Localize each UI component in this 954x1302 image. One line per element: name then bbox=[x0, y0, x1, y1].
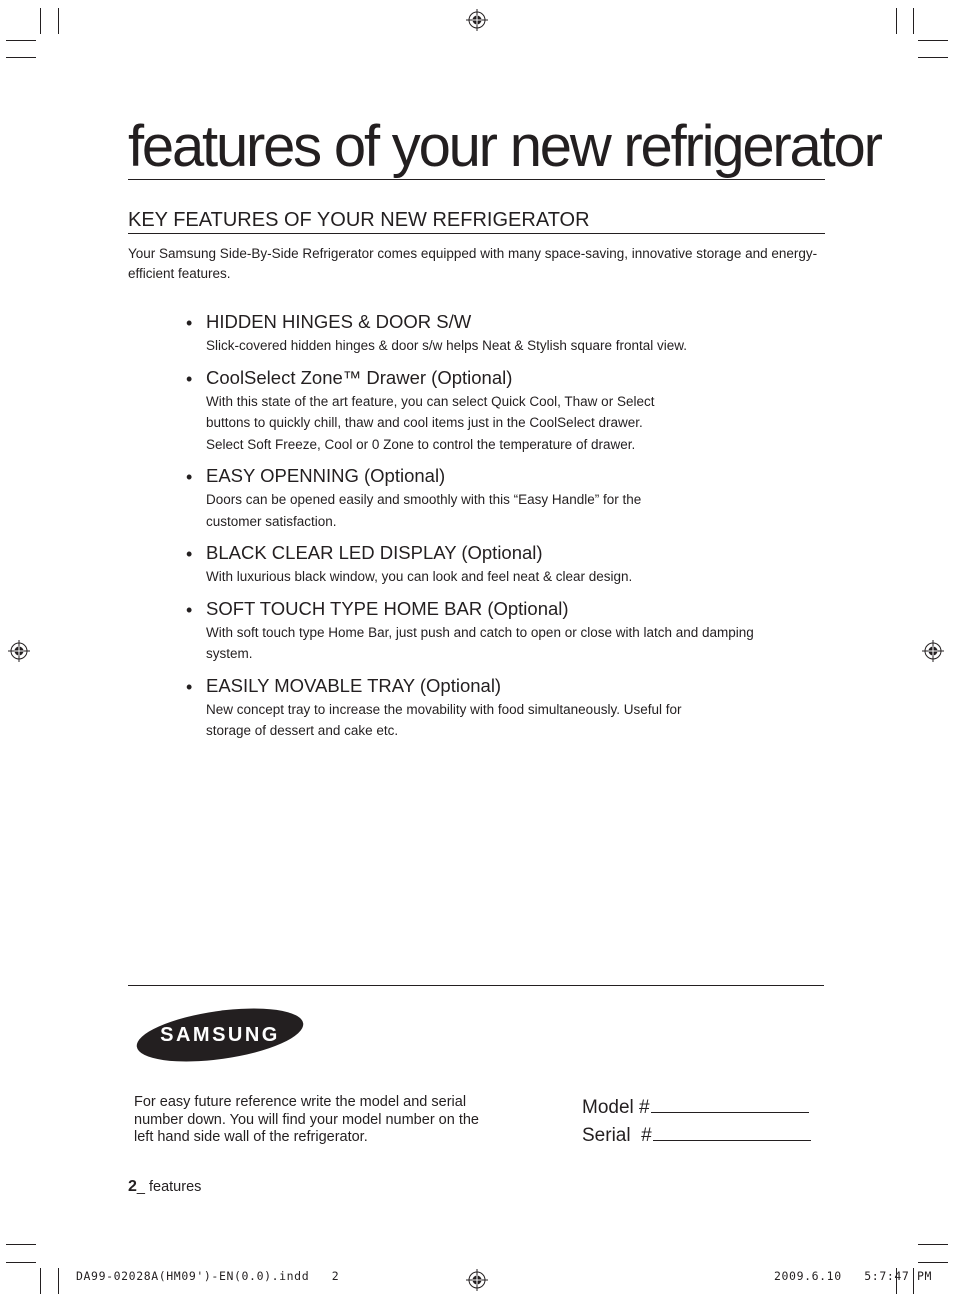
intro-paragraph: Your Samsung Side-By-Side Refrigerator comes equipped with many space-saving, innovative storage and energy-efficient features. bbox=[128, 246, 818, 281]
serial-number-row bbox=[582, 1122, 811, 1147]
feature-title: BLACK CLEAR LED DISPLAY (Optional) bbox=[206, 542, 543, 563]
bullet: • bbox=[186, 599, 193, 620]
bullet: • bbox=[186, 313, 193, 333]
bullet: • bbox=[186, 368, 193, 389]
crop-mark bbox=[896, 8, 897, 34]
feature-list bbox=[186, 309, 826, 750]
bullet: • bbox=[186, 544, 193, 564]
model-number-row bbox=[582, 1094, 809, 1119]
feature-description: With soft touch type Home Bar, just push and catch to open or close with latch and damping system. bbox=[206, 624, 754, 661]
crop-mark bbox=[918, 1244, 948, 1245]
registration-mark-icon bbox=[466, 1269, 488, 1291]
list-item bbox=[186, 673, 826, 742]
crop-mark bbox=[918, 1262, 948, 1263]
list-item bbox=[186, 463, 826, 532]
crop-mark bbox=[40, 1268, 41, 1294]
footer-section: features bbox=[149, 1179, 202, 1195]
crop-mark bbox=[6, 57, 36, 58]
feature-title: SOFT TOUCH TYPE HOME BAR (Optional) bbox=[206, 597, 569, 619]
crop-mark bbox=[58, 8, 59, 34]
registration-mark-icon bbox=[466, 9, 488, 31]
reference-note: For easy future reference write the model and serial number down. You will find your model number on the left hand side wall of the refrigerator. bbox=[134, 1094, 479, 1145]
crop-mark bbox=[58, 1268, 59, 1294]
divider bbox=[128, 985, 824, 986]
serial-label: Serial # bbox=[582, 1125, 652, 1146]
slug-datetime: 2009.6.10 5:7:47 PM bbox=[774, 1269, 932, 1283]
crop-mark bbox=[6, 1244, 36, 1245]
crop-mark bbox=[6, 1262, 36, 1263]
feature-title: CoolSelect Zone™ Drawer (Optional) bbox=[206, 366, 513, 388]
crop-mark bbox=[6, 40, 36, 41]
crop-mark bbox=[918, 57, 948, 58]
bullet: • bbox=[186, 467, 193, 487]
list-item bbox=[186, 365, 826, 456]
crop-mark bbox=[918, 40, 948, 41]
feature-description: With luxurious black window, you can look and feel neat & clear design. bbox=[206, 569, 633, 584]
serial-number-blank[interactable] bbox=[653, 1122, 811, 1141]
page-number: 2 bbox=[128, 1178, 137, 1195]
feature-description: With this state of the art feature, you can select Quick Cool, Thaw or Select buttons to quickly chill, thaw and cool items just in the CoolSelect drawer. Select Soft Freeze, Cool or 0 Zone to control the temperature of drawer. bbox=[206, 393, 655, 452]
list-item bbox=[186, 309, 826, 357]
feature-title: HIDDEN HINGES & DOOR S/W bbox=[206, 311, 472, 332]
model-label: Model # bbox=[582, 1097, 650, 1118]
registration-mark-icon bbox=[8, 640, 30, 662]
page-separator: _ bbox=[136, 1179, 149, 1195]
crop-mark bbox=[913, 8, 914, 34]
feature-description: New concept tray to increase the movability with food simultaneously. Useful for storage of dessert and cake etc. bbox=[206, 701, 682, 738]
page-title: features of your new refrigerator bbox=[128, 114, 881, 179]
samsung-logo-icon bbox=[136, 1006, 304, 1064]
slug-filename: DA99-02028A(HM09')-EN(0.0).indd 2 bbox=[76, 1269, 340, 1283]
list-item bbox=[186, 596, 826, 665]
feature-description: Doors can be opened easily and smoothly with this “Easy Handle” for the customer satisfaction. bbox=[206, 492, 642, 529]
registration-mark-icon bbox=[922, 640, 944, 662]
feature-description: Slick-covered hidden hinges & door s/w helps Neat & Stylish square frontal view. bbox=[206, 338, 687, 353]
bullet: • bbox=[186, 676, 193, 697]
model-number-blank[interactable] bbox=[651, 1094, 809, 1113]
feature-title: EASY OPENNING (Optional) bbox=[206, 465, 446, 486]
page-footer bbox=[128, 1178, 201, 1196]
logo-text: SAMSUNG bbox=[160, 1024, 280, 1046]
section-title: KEY FEATURES OF YOUR NEW REFRIGERATOR bbox=[128, 208, 825, 234]
crop-mark bbox=[40, 8, 41, 34]
feature-title: EASILY MOVABLE TRAY (Optional) bbox=[206, 674, 502, 696]
list-item bbox=[186, 540, 826, 588]
